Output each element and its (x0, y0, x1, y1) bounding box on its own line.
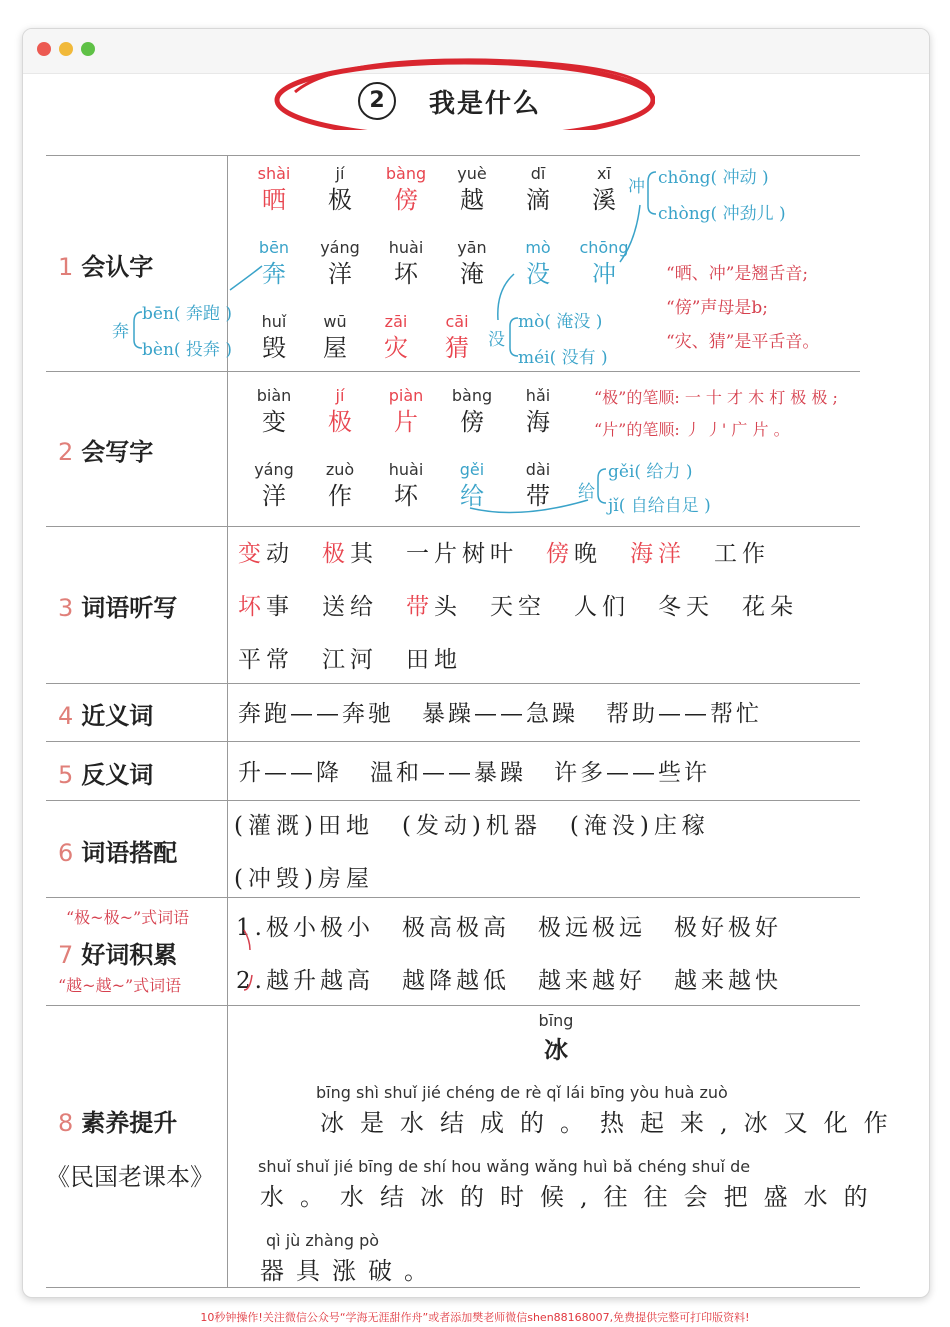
word-phrase: 越来越快 (673, 968, 782, 994)
reading-line-2-pinyin: shuǐ shuǐ jié bīng de shí hou wǎng wǎng huì bǎ chéng shuǐ de (258, 1157, 751, 1176)
antonyms-line (238, 754, 738, 787)
hanzi: 坏 (394, 260, 418, 288)
dictation-word: 工作 (714, 541, 770, 567)
pinyin: piàn (388, 386, 424, 405)
section-1-label: 1 会认字 (58, 253, 154, 281)
accumulate-line-2 (236, 962, 810, 995)
character-card (376, 237, 436, 289)
mei-char: 没 (488, 330, 505, 350)
pinyin: zuò (325, 460, 355, 479)
hanzi: 傍 (394, 186, 418, 214)
chong-reading-1: chōng( 冲动 ) (658, 168, 769, 188)
character-card (442, 237, 502, 289)
word-phrase: 2.越升越高 (236, 968, 374, 994)
hanzi: 灾 (384, 334, 408, 362)
pinyin: wū (323, 312, 347, 331)
section-5-label: 5 反义词 (58, 761, 154, 789)
hanzi: 滴 (526, 186, 550, 214)
pronunciation-note-1: “晒、冲”是翘舌音; (666, 264, 809, 284)
hanzi: 没 (526, 260, 550, 288)
pinyin: yuè (457, 164, 487, 183)
hanzi: 变 (262, 408, 286, 436)
character-card (244, 459, 304, 511)
pinyin: biàn (256, 386, 292, 405)
character-card (305, 311, 365, 363)
section-8-sublabel: 《民国老课本》 (46, 1163, 214, 1191)
character-card (244, 237, 304, 289)
hanzi: 极 (328, 408, 352, 436)
hanzi: 洋 (328, 260, 352, 288)
pinyin: hǎi (525, 386, 551, 405)
pinyin: huài (388, 460, 424, 479)
synonym-pair: 暴躁——急躁 (422, 701, 578, 727)
section-3-label: 3 词语听写 (58, 594, 178, 622)
character-card (442, 163, 502, 215)
dictation-word: 花朵 (742, 594, 798, 620)
character-card (244, 163, 304, 215)
reading-line-3-text: 器具涨破。 (260, 1257, 440, 1285)
reading-title (526, 1011, 586, 1065)
dictation-word: 一片树叶 (406, 541, 518, 567)
dictation-word: 江河 (322, 647, 378, 673)
dictation-word: 人们 (574, 594, 630, 620)
hanzi: 极 (328, 186, 352, 214)
dictation-word: 天空 (490, 594, 546, 620)
character-card (244, 385, 304, 437)
character-card (574, 163, 634, 215)
pinyin: jí (335, 386, 345, 405)
chong-char: 冲 (628, 177, 645, 197)
highlighted-char: 海洋 (630, 541, 686, 567)
ji-pattern-note: “极~极~”式词语 (66, 908, 190, 927)
chong-reading-2: chòng( 冲劲儿 ) (658, 204, 786, 224)
ji-reading: jǐ( 自给自足 ) (608, 496, 711, 516)
section-8-label: 8 素养提升 (58, 1109, 178, 1137)
reading-line-1-text: 冰是水结成的。热起来,冰又化作 (320, 1109, 904, 1137)
row-divider (46, 741, 860, 742)
column-divider (227, 155, 228, 1287)
pinyin: dài (525, 460, 551, 479)
row-divider (46, 683, 860, 684)
antonym-pair: 许多——些许 (554, 760, 710, 786)
hanzi: 作 (328, 482, 352, 510)
hanzi: 猜 (445, 334, 469, 362)
dictation-word: 坏事 (238, 594, 294, 620)
gei-reading: gěi( 给力 ) (608, 462, 693, 482)
character-card (574, 237, 634, 289)
row-divider (46, 897, 860, 898)
dictation-word: 带头 (406, 594, 462, 620)
maximize-window-button[interactable] (81, 42, 95, 56)
lesson-header (255, 30, 655, 130)
pinyin: bàng (385, 164, 427, 183)
dictation-line-2 (238, 588, 826, 621)
reading-line-2-text: 水。水结冰的时候,往往会把盛水的 (260, 1183, 884, 1211)
character-card (427, 311, 487, 363)
minimize-window-button[interactable] (59, 42, 73, 56)
word-phrase: 极高极高 (401, 915, 510, 941)
collocation: (发动)机器 (401, 813, 542, 839)
lesson-title: 我是什么 (429, 89, 542, 119)
row-divider (46, 526, 860, 527)
synonym-pair: 帮助——帮忙 (606, 701, 762, 727)
hanzi: 溪 (592, 186, 616, 214)
character-card (310, 385, 370, 437)
pinyin: bàng (451, 386, 493, 405)
hanzi: 冲 (592, 260, 616, 288)
dictation-line-1 (238, 535, 798, 568)
word-phrase: 极好极好 (673, 915, 782, 941)
hanzi: 带 (526, 482, 550, 510)
pinyin: yáng (320, 238, 360, 257)
character-card (508, 163, 568, 215)
yue-pattern-note: “越~越~”式词语 (58, 976, 182, 995)
highlighted-char: 傍 (546, 541, 574, 567)
close-window-button[interactable] (37, 42, 51, 56)
dictation-word: 平常 (238, 647, 294, 673)
ben-reading-2: bèn( 投奔 ) (142, 340, 232, 360)
reading-line-3-pinyin: qì jù zhàng pò (266, 1231, 380, 1250)
pinyin: yáng (254, 460, 294, 479)
word-phrase: 越降越低 (401, 968, 510, 994)
row-divider (46, 1005, 860, 1006)
antonym-pair: 温和——暴躁 (370, 760, 526, 786)
mei-reading: méi( 没有 ) (518, 348, 608, 368)
stroke-order-pian: “片”的笔顺: 丿 丿' 广 片 。 (594, 420, 790, 439)
dictation-word: 冬天 (658, 594, 714, 620)
collocation-line-1 (234, 807, 738, 840)
character-card (376, 459, 436, 511)
pinyin: dī (530, 164, 546, 183)
word-phrase: 极远极远 (537, 915, 646, 941)
pinyin: jí (335, 164, 345, 183)
dictation-word (630, 535, 686, 568)
reading-title-text: 冰 (544, 1035, 568, 1064)
character-card (310, 237, 370, 289)
collocation: (淹没)庄稼 (569, 813, 710, 839)
lesson-number: 2 (358, 82, 396, 120)
pinyin: shài (257, 164, 291, 183)
hanzi: 坏 (394, 482, 418, 510)
dictation-word: 极其 (322, 541, 378, 567)
pinyin: xī (597, 164, 611, 183)
section-2-label: 2 会写字 (58, 438, 154, 466)
reading-line-1-pinyin: bīng shì shuǐ jié chéng de rè qǐ lái bīng yòu huà zuò (316, 1083, 728, 1102)
highlighted-char: 带 (406, 594, 434, 620)
pinyin: bēn (258, 238, 290, 257)
character-card (442, 459, 502, 511)
pronunciation-note-2: “傍”声母是b; (666, 298, 768, 318)
character-card (508, 385, 568, 437)
row-divider (46, 800, 860, 801)
hanzi: 奔 (262, 260, 286, 288)
pinyin: huài (388, 238, 424, 257)
hanzi: 傍 (460, 408, 484, 436)
pronunciation-note-3: “灾、猜”是平舌音。 (666, 332, 820, 352)
mo-reading: mò( 淹没 ) (518, 312, 603, 332)
hanzi: 屋 (323, 334, 347, 362)
hanzi: 片 (394, 408, 418, 436)
character-card (376, 163, 436, 215)
stroke-order-ji: “极”的笔顺: 一 十 才 木 朾 极 极 ; (594, 388, 838, 407)
character-card (376, 385, 436, 437)
word-phrase: 1.极小极小 (236, 915, 374, 941)
pinyin: gěi (459, 460, 485, 479)
dictation-word: 送给 (322, 594, 378, 620)
character-card (508, 237, 568, 289)
collocation: (灌溉)田地 (234, 813, 374, 839)
synonyms-line (238, 695, 790, 728)
dictation-word: 变动 (238, 541, 294, 567)
character-card (442, 385, 502, 437)
pinyin: mò (525, 238, 551, 257)
synonym-pair: 奔跑——奔驰 (238, 701, 394, 727)
character-card (310, 163, 370, 215)
section-4-label: 4 近义词 (58, 702, 154, 730)
hanzi: 毁 (262, 334, 286, 362)
character-card (310, 459, 370, 511)
ben-reading-1: bēn( 奔跑 ) (142, 304, 232, 324)
hanzi: 给 (460, 482, 484, 510)
character-card (366, 311, 426, 363)
collocation-line-2 (234, 860, 402, 893)
highlighted-char: 变 (238, 541, 266, 567)
dictation-line-3 (238, 641, 490, 674)
pinyin: zāi (384, 312, 408, 331)
dictation-word: 田地 (406, 647, 462, 673)
accumulate-line-1 (236, 909, 810, 942)
character-card (244, 311, 304, 363)
pinyin: yān (457, 238, 487, 257)
ben-char: 奔 (112, 322, 129, 342)
pinyin: chōng (579, 238, 629, 257)
dictation-word: 傍晚 (546, 541, 602, 567)
row-divider (46, 1287, 860, 1288)
gei-char: 给 (578, 482, 595, 502)
footer-notice: 10秒钟操作!关注微信公众号“学海无涯甜作舟”或者添加樊老师微信shen88168007,免费提供完整可打印版资料! (200, 1311, 750, 1324)
pinyin: huǐ (261, 312, 287, 331)
hanzi: 洋 (262, 482, 286, 510)
section-7-label: 7 好词积累 (58, 941, 178, 969)
reading-title-pinyin: bīng (538, 1011, 574, 1030)
hanzi: 淹 (460, 260, 484, 288)
hanzi: 越 (460, 186, 484, 214)
character-card (508, 459, 568, 511)
highlighted-char: 坏 (238, 594, 266, 620)
word-phrase: 越来越好 (537, 968, 646, 994)
row-divider (46, 371, 860, 372)
highlighted-char: 极 (322, 541, 350, 567)
hanzi: 晒 (262, 186, 286, 214)
collocation: (冲毁)房屋 (234, 866, 374, 892)
row-divider (46, 155, 860, 156)
antonym-pair: 升——降 (238, 760, 342, 786)
hanzi: 海 (526, 408, 550, 436)
pinyin: cāi (445, 312, 469, 331)
section-6-label: 6 词语搭配 (58, 839, 178, 867)
